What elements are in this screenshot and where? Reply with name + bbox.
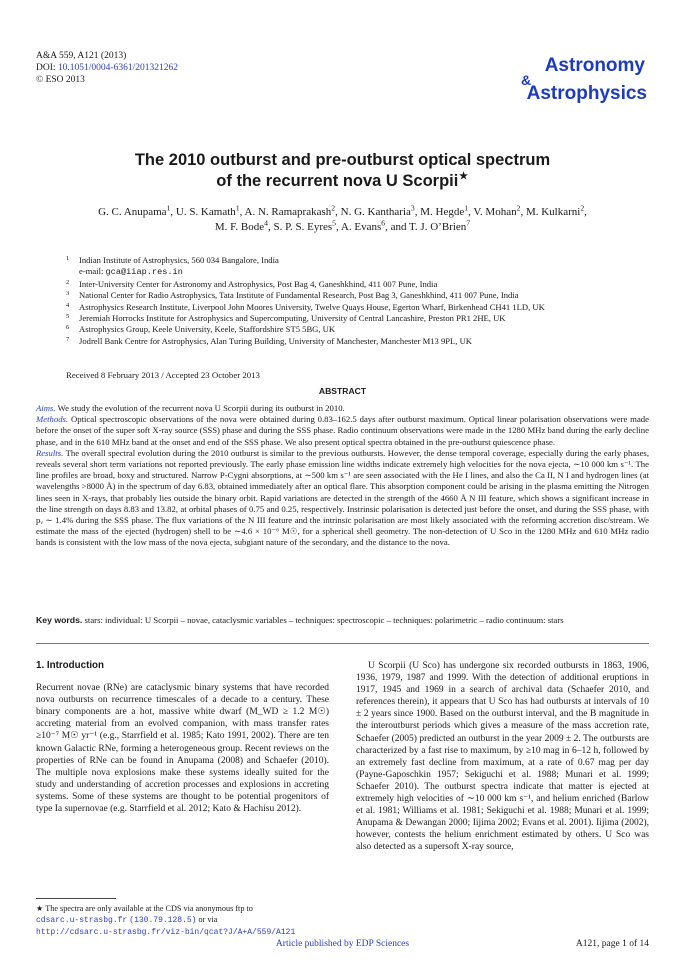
affiliation: 6 Astrophysics Group, Keele University, Keele, Staffordshire ST5 5BG, UK xyxy=(66,324,336,335)
left-column xyxy=(36,660,329,815)
author: S. P. S. Eyres$^5$ xyxy=(273,218,337,233)
journal-reference xyxy=(36,50,178,86)
title-line-1: The 2010 outburst and pre-outburst optical spectrum xyxy=(134,151,551,169)
abstract xyxy=(36,403,649,549)
publisher-link[interactable]: Article published by EDP Sciences xyxy=(275,939,410,949)
footnote-marker: ★ xyxy=(36,904,44,913)
ip-address: (130.79.128.5) xyxy=(129,916,197,925)
title-line-2: of the recurrent nova U Scorpii★ xyxy=(216,170,469,190)
author: M. Kulkarni$^2$ xyxy=(525,203,585,218)
footnote: ★ The spectra are only available at the CDS via anonymous ftp to cdsarc.u-strasbg.fr (130.79.128.5) or via http://cdsarc.u-strasbg.fr/viz-bin/qcat?J/A+A/559/A121 xyxy=(36,904,296,937)
abstract-results: Results. The overall spectral evolution during the 2010 outburst is similar to the previous outbursts. However, the dense temporal coverage, especially during the early phases, reveals several short term variations not reported previously. The early phase emission line widths indicate extremely high velocities for the nova ejecta, ∼10 000 km s⁻¹. The line profiles are broad, boxy and structured. Narrow P-Cygni absorptions, at ∼500 km s⁻¹ are seen associated with the He I lines, and also the Ca II, N I and hydrogen lines (at wavelengths >8000 Å) in the spectrum of day 6.83, obtained immediately after an optical flare. This absorption component could be arising in the plasma emitting the Nitrogen lines seen in X-rays, that probably lies outside the binary orbit. Rapid variations are detected in the strength of the 4660 Å N III feature, which shows a significant increase in the line strength on days 8.83 and 13.82, at orbital phases of 0.75 and 0.25, respectively. Instrinsic polarisation is detected just before the onset, and during the SSS phase, with pᵥ ∼ 1.4% during the SSS phase. The flux variations of the N III feature and the intrinsic polarisation are most likely associated with the reforming accretion disc/stream. We estimate the mass of the ejected (hydrogen) shell to be ∼4.6 × 10⁻⁶ M☉, for a spherical shell geometry. The non-detection of U Sco in the 1280 MHz and 610 MHz radio bands is consistent with the low mass of the nova ejecta, subgiant nature of the secondary, and the distance to the nova. xyxy=(36,447,649,548)
author-list: G. C. Anupama$^1$, U. S. Kamath$^1$, A. N. Ramaprakash$^2$, N. G. Kantharia$^3$, M. Hegde$^1$, V. Mohan$^2$, M. Kulkarni$^2$, M. F. Bode$^4$, S. P. S. Eyres$^5$, A. Evans$^6$, and T. J. O’Brien$^7$ xyxy=(98,203,587,233)
journal-citation: A&A 559, A121 (2013) xyxy=(36,51,127,61)
affiliation: 3 National Center for Radio Astrophysics, Tata Institute of Fundamental Research, Post Bag 3, Ganeshkhind, 411 007 Pune, India xyxy=(66,290,519,301)
abstract-heading: ABSTRACT xyxy=(318,386,367,396)
keywords: Key words. stars: individual: U Scorpii – novae, cataclysmic variables – techniques: spectroscopic – techniques: polarimetric – radio continuum: stars xyxy=(36,615,564,625)
logo-astronomy: Astronomy xyxy=(544,55,645,76)
paper-title xyxy=(0,150,685,192)
received-dates: Received 8 February 2013 / Accepted 23 October 2013 xyxy=(66,370,260,380)
affiliation: 5 Jeremiah Horrocks Institute for Astrophysics and Supercomputing, University of Central Lancashire, Preston PR1 2HE, UK xyxy=(66,313,506,324)
intro-paragraph: Recurrent novae (RNe) are cataclysmic binary systems that have recorded nova outbursts on recurrence timescales of a decade to a century. These binary components are a hot, massive white dwarf (M_WD ≥ 1.2 M☉) accreting material from an evolved companion, with mass transfer rates ≥10⁻⁷ M☉ yr⁻¹ (e.g., Starrfield et al. 1985; Kato 1991, 2002). There are ten known Galactic RNe, forming a heterogeneous group. Recent reviews on the properties of RNe can be found in Anupama (2008) and Schaefer (2010). The multiple nova explosions make these systems ideally suited for the study and understanding of accretion processes and explosions in accreting systems. Some of these systems are thought to be potential progenitors of type Ia supernovae (e.g. Starrfield et al. 2012; Kato & Hachisu 2012). xyxy=(36,683,329,815)
right-column xyxy=(356,660,649,854)
author: G. C. Anupama$^1$ xyxy=(98,203,171,218)
logo-ampersand: & xyxy=(521,72,532,88)
intro-paragraph: U Scorpii (U Sco) has undergone six recorded outbursts in 1863, 1906, 1936, 1979, 1987 and 1999. With the detection of additional eruptions in 1917, 1945 and 1969 in a search of archival data (Schaefer 2010, and references therein), it appears that U Sco has had outbursts at intervals of 10 ± 2 years since 1900. Based on the outburst interval, and the B magnitude in the interoutburst periods which gives a measure of the mass accretion rate, Schaefer (2005) predicted an outburst in the year 2009 ± 2. The outbursts are characterized by a fast rise to maximum, by ≥10 mag in 6–12 h, followed by an extremely fast decline from maximum, at a rate of 0.67 mag per day (Payne-Gaposchkin 1957; Sekiguchi et al. 1988; Munari et al. 1999; Schaefer 2010). The outburst spectra indicate that matter is ejected at extremely high velocities of ∼10 000 km s⁻¹, and helium enriched (Barlow et al. 1981; Williams et al. 1981; Sekiguchi et al. 1988; Munari et al. 1999; Anupama & Dewangan 2000; Iijima 2002; Evans et al. 2001). Iijima (2002), however, contests the helium enrichment estimated by others. U Sco was also detected as a supersoft X-ray source, xyxy=(356,661,649,853)
author: T. J. O’Brien$^7$ xyxy=(409,218,471,233)
author: A. Evans$^6$ xyxy=(340,218,386,233)
section-heading-introduction: 1. Introduction xyxy=(36,660,105,671)
abstract-methods: Methods. Optical spectroscopic observations of the nova were obtained during 0.83–162.5 days after outburst maximum. Optical linear polarisation observations were made before the onset of the super soft X-ray source (SSS) phase and during the SSS phase. Radio continuum observations were made in the 1280 MHz band during the early decline phase, and in the 610 MHz band at the onset and end of the SSS phase. We also present optical spectra obtained in the pre-outburst quiescence phase. xyxy=(36,414,650,447)
author: N. G. Kantharia$^3$ xyxy=(340,203,415,218)
author: U. S. Kamath$^1$ xyxy=(175,203,240,218)
section-divider xyxy=(36,643,649,644)
abstract-aims: Aims. We study the evolution of the recurrent nova U Scorpii during its outburst in 2010. xyxy=(36,403,345,413)
author: A. N. Ramaprakash$^2$ xyxy=(244,203,336,218)
cds-url-link[interactable]: http://cdsarc.u-strasbg.fr/viz-bin/qcat?J/A+A/559/A121 xyxy=(36,928,296,937)
author: M. Hegde$^1$ xyxy=(420,203,469,218)
affiliation: 2 Inter-University Center for Astronomy and Astrophysics, Post Bag 4, Ganeshkhind, 411 007 Pune, India xyxy=(66,278,438,289)
page-number: A121, page 1 of 14 xyxy=(575,939,649,949)
affiliation-list xyxy=(66,255,646,347)
doi-line: DOI: 10.1051/0004-6361/201321262 xyxy=(36,63,178,73)
footnote-divider xyxy=(36,898,116,899)
doi-link[interactable]: 10.1051/0004-6361/201321262 xyxy=(57,63,178,73)
author: M. F. Bode$^4$ xyxy=(214,218,268,233)
author: V. Mohan$^2$ xyxy=(473,203,521,218)
title-footnote-marker[interactable]: ★ xyxy=(458,170,469,183)
ftp-link[interactable]: cdsarc.u-strasbg.fr xyxy=(36,916,128,925)
affiliation: 1 Indian Institute of Astrophysics, 560 034 Bangalore, India e-mail: gca@iiap.res.in xyxy=(66,255,279,278)
journal-logo xyxy=(517,56,647,110)
affiliation: 7 Jodrell Bank Centre for Astrophysics, Alan Turing Building, University of Manchester, Manchester M13 9PL, UK xyxy=(66,335,473,346)
logo-astrophysics: Astrophysics xyxy=(526,83,647,104)
affiliation: 4 Astrophysics Research Institute, Liverpool John Moores University, Twelve Quays House, Egerton Wharf, Birkenhead CH41 1LD, UK xyxy=(66,301,545,312)
copyright: © ESO 2013 xyxy=(36,75,85,85)
email-link[interactable]: gca@iiap.res.in xyxy=(105,267,183,278)
